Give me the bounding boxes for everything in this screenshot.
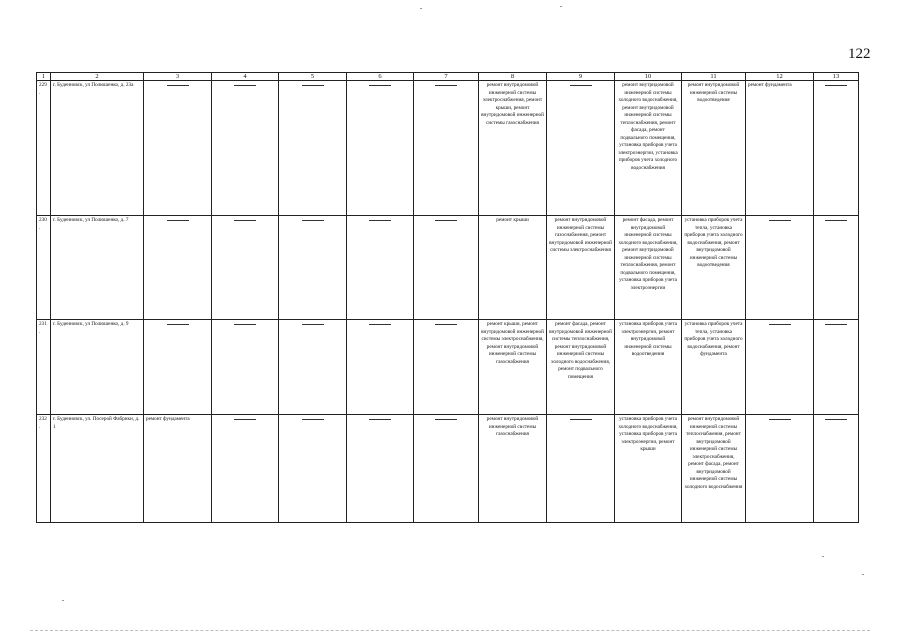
repair-schedule-table bbox=[36, 72, 859, 523]
empty-cell bbox=[279, 320, 347, 415]
dash-mark bbox=[167, 85, 189, 86]
dash-mark bbox=[435, 85, 457, 86]
dash-mark bbox=[570, 85, 592, 86]
work-cell: ремонт внутридомовой инженерной системы газоснабжения bbox=[479, 415, 547, 523]
dash-mark bbox=[435, 324, 457, 325]
column-header-11: 11 bbox=[682, 73, 746, 81]
empty-cell bbox=[414, 415, 479, 523]
column-header-7: 7 bbox=[414, 73, 479, 81]
scan-noise-line bbox=[30, 630, 870, 631]
address-cell: г. Буденновск, ул Полюшенко, д. 23а bbox=[51, 81, 144, 216]
table-row bbox=[37, 320, 859, 415]
empty-cell bbox=[212, 415, 279, 523]
column-header-9: 9 bbox=[547, 73, 615, 81]
table-row bbox=[37, 216, 859, 320]
table-row bbox=[37, 415, 859, 523]
dash-mark bbox=[369, 220, 391, 221]
column-header-13: 13 bbox=[814, 73, 859, 81]
empty-cell bbox=[814, 81, 859, 216]
empty-cell bbox=[746, 320, 814, 415]
address-cell: г. Буденновск, ул Полюшенко, д. 9 bbox=[51, 320, 144, 415]
header-row bbox=[37, 73, 859, 81]
dash-mark bbox=[369, 324, 391, 325]
dash-mark bbox=[234, 220, 256, 221]
empty-cell bbox=[212, 216, 279, 320]
empty-cell bbox=[414, 216, 479, 320]
empty-cell bbox=[212, 320, 279, 415]
dash-mark bbox=[825, 324, 847, 325]
column-header-12: 12 bbox=[746, 73, 814, 81]
scan-speck bbox=[62, 600, 64, 601]
dash-mark bbox=[769, 419, 791, 420]
work-cell: установка приборов учета тепла, установка приборов учета холодного водоснабжения, ремонт внутридомовой инженерной системы водоотведения bbox=[682, 216, 746, 320]
column-header-5: 5 bbox=[279, 73, 347, 81]
column-header-4: 4 bbox=[212, 73, 279, 81]
scan-speck bbox=[560, 6, 562, 7]
dash-mark bbox=[302, 324, 324, 325]
work-cell: установка приборов учета холодного водоснабжения, установка приборов учета электроэнергии, ремонт крыши bbox=[615, 415, 682, 523]
scan-speck bbox=[862, 574, 864, 575]
column-header-3: 3 bbox=[144, 73, 212, 81]
work-cell: ремонт внутридомовой инженерной системы холодного водоснабжения, ремонт внутридомовой инженерной системы теплоснабжения, ремонт фасада, ремонт подвального помещения, установка приборов учета электроэнергии, установка приборов учета холодного водоснабжения bbox=[615, 81, 682, 216]
dash-mark bbox=[234, 419, 256, 420]
dash-mark bbox=[825, 85, 847, 86]
dash-mark bbox=[234, 324, 256, 325]
empty-cell bbox=[814, 320, 859, 415]
work-cell: ремонт внутридомовой инженерной системы водоотведения bbox=[682, 81, 746, 216]
empty-cell bbox=[279, 415, 347, 523]
empty-cell bbox=[212, 81, 279, 216]
dash-mark bbox=[234, 85, 256, 86]
work-cell: ремонт внутридомовой инженерной системы электроснабжения, ремонт крыши, ремонт внутридомовой инженерной системы газоснабжения bbox=[479, 81, 547, 216]
row-number: 230. bbox=[37, 216, 51, 320]
empty-cell bbox=[144, 81, 212, 216]
work-cell: ремонт фундамента bbox=[144, 415, 212, 523]
empty-cell bbox=[814, 415, 859, 523]
column-header-2: 2 bbox=[51, 73, 144, 81]
column-header-6: 6 bbox=[347, 73, 414, 81]
empty-cell bbox=[144, 216, 212, 320]
dash-mark bbox=[435, 419, 457, 420]
work-cell: ремонт крыши, ремонт внутридомовой инженерной системы электроснабжения, ремонт внутридомовой инженерной системы газоснабжения bbox=[479, 320, 547, 415]
empty-cell bbox=[347, 320, 414, 415]
empty-cell bbox=[746, 216, 814, 320]
dash-mark bbox=[167, 220, 189, 221]
dash-mark bbox=[369, 419, 391, 420]
work-cell: установка приборов учета электроэнергии, ремонт внутридомовой инженерной системы водоотведения bbox=[615, 320, 682, 415]
work-cell: ремонт фасада, ремонт внутридомовой инженерной системы теплоснабжения, ремонт внутридомовой инженерной системы холодного водоснабжения, ремонт подвального помещения bbox=[547, 320, 615, 415]
dash-mark bbox=[435, 220, 457, 221]
empty-cell bbox=[279, 81, 347, 216]
page-number: 122 bbox=[848, 46, 871, 62]
address-cell: г. Буденновск, ул Полюшенко, д. 7 bbox=[51, 216, 144, 320]
work-cell: ремонт фундамента bbox=[746, 81, 814, 216]
dash-mark bbox=[369, 85, 391, 86]
dash-mark bbox=[302, 85, 324, 86]
work-cell: установка приборов учета тепла, установка приборов учета холодного водоснабжения, ремонт фундамента bbox=[682, 320, 746, 415]
empty-cell bbox=[347, 216, 414, 320]
dash-mark bbox=[302, 419, 324, 420]
empty-cell bbox=[414, 81, 479, 216]
empty-cell bbox=[547, 81, 615, 216]
address-cell: г. Буденновск, ул. Посерой Фабрики, д. 1 bbox=[51, 415, 144, 523]
empty-cell bbox=[414, 320, 479, 415]
scan-speck bbox=[822, 556, 824, 557]
dash-mark bbox=[825, 220, 847, 221]
dash-mark bbox=[825, 419, 847, 420]
dash-mark bbox=[302, 220, 324, 221]
column-header-8: 8 bbox=[479, 73, 547, 81]
empty-cell bbox=[144, 320, 212, 415]
dash-mark bbox=[769, 324, 791, 325]
empty-cell bbox=[347, 415, 414, 523]
empty-cell bbox=[547, 415, 615, 523]
empty-cell bbox=[814, 216, 859, 320]
dash-mark bbox=[167, 324, 189, 325]
work-cell: ремонт крыши bbox=[479, 216, 547, 320]
dash-mark bbox=[769, 220, 791, 221]
row-number: 232. bbox=[37, 415, 51, 523]
column-header-10: 10 bbox=[615, 73, 682, 81]
row-number: 229. bbox=[37, 81, 51, 216]
empty-cell bbox=[746, 415, 814, 523]
row-number: 231. bbox=[37, 320, 51, 415]
empty-cell bbox=[279, 216, 347, 320]
column-header-1: 1 bbox=[37, 73, 51, 81]
scan-speck bbox=[420, 8, 422, 9]
work-cell: ремонт внутридомовой инженерной системы теплоснабжения, ремонт внутридомовой инженерной системы электроснабжения, ремонт фасада, ремонт внутридомовой инженерной системы холодного водоснабжения bbox=[682, 415, 746, 523]
empty-cell bbox=[347, 81, 414, 216]
work-cell: ремонт фасада, ремонт внутридомовой инженерной системы холодного водоснабжения, ремонт внутридомовой инженерной системы теплоснабжения, ремонт подвального помещения, установка приборов учета электроэнергии bbox=[615, 216, 682, 320]
table-row bbox=[37, 81, 859, 216]
work-cell: ремонт внутридомовой инженерной системы газоснабжения, ремонт внутридомовой инженерной системы электроснабжения bbox=[547, 216, 615, 320]
dash-mark bbox=[570, 419, 592, 420]
